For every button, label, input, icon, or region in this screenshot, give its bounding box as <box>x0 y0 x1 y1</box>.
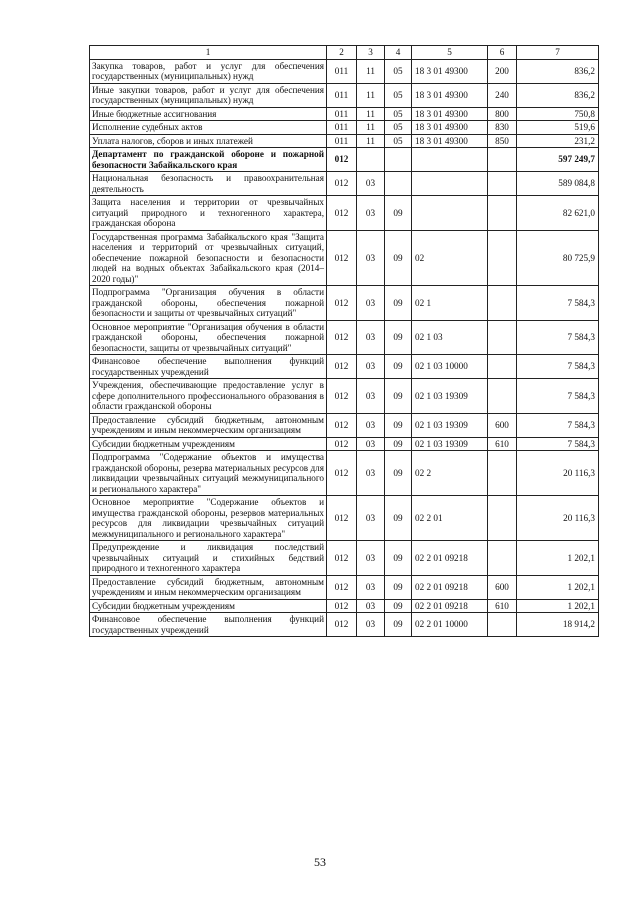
target-article-cell: 02 1 03 19309 <box>412 437 488 451</box>
expense-type-cell: 600 <box>488 575 517 599</box>
subsection-code-cell: 09 <box>385 355 412 379</box>
target-article-cell: 18 3 01 49300 <box>412 134 488 148</box>
subsection-code-cell: 09 <box>385 320 412 355</box>
target-article-cell: 02 2 01 09218 <box>412 541 488 576</box>
table-row <box>90 437 599 451</box>
header-cell-1: 1 <box>90 46 327 60</box>
admin-code-cell: 012 <box>327 451 357 496</box>
section-code-cell: 03 <box>357 172 385 196</box>
admin-code-cell: 011 <box>327 134 357 148</box>
target-article-cell <box>412 196 488 231</box>
amount-cell: 1 202,1 <box>517 575 599 599</box>
row-name-cell: Финансовое обеспечение выполнения функций государственных учреждений <box>90 355 327 379</box>
subsection-code-cell: 09 <box>385 413 412 437</box>
row-name-cell: Субсидии бюджетным учреждениям <box>90 437 327 451</box>
admin-code-cell: 012 <box>327 196 357 231</box>
expense-type-cell <box>488 320 517 355</box>
admin-code-cell: 011 <box>327 83 357 107</box>
subsection-code-cell <box>385 172 412 196</box>
row-name-cell: Государственная программа Забайкальского края "Защита населения и территорий от чрезвычайных ситуаций, обеспечение пожарной безопасности и безопасности людей на водных объектах Забайкальского края (2014–2020 годы)" <box>90 230 327 286</box>
section-code-cell: 03 <box>357 541 385 576</box>
row-name-cell: Национальная безопасность и правоохранительная деятельность <box>90 172 327 196</box>
table-row <box>90 599 599 613</box>
admin-code-cell: 012 <box>327 437 357 451</box>
subsection-code-cell: 05 <box>385 107 412 121</box>
amount-cell: 589 084,8 <box>517 172 599 196</box>
row-name-cell: Предоставление субсидий бюджетным, автономным учреждениям и иным некоммерческим организациям <box>90 575 327 599</box>
row-name-cell: Финансовое обеспечение выполнения функций государственных учреждений <box>90 613 327 637</box>
subsection-code-cell: 09 <box>385 541 412 576</box>
amount-cell: 7 584,3 <box>517 437 599 451</box>
table-row <box>90 107 599 121</box>
row-name-cell: Субсидии бюджетным учреждениям <box>90 599 327 613</box>
table-row <box>90 541 599 576</box>
expense-type-cell: 800 <box>488 107 517 121</box>
subsection-code-cell: 09 <box>385 286 412 321</box>
row-name-cell: Предупреждение и ликвидация последствий чрезвычайных ситуаций и стихийных бедствий природного и техногенного характера <box>90 541 327 576</box>
section-code-cell: 03 <box>357 320 385 355</box>
target-article-cell: 02 1 03 10000 <box>412 355 488 379</box>
page-number: 53 <box>314 855 326 869</box>
target-article-cell: 18 3 01 49300 <box>412 107 488 121</box>
target-article-cell: 02 2 <box>412 451 488 496</box>
expense-type-cell: 610 <box>488 599 517 613</box>
amount-cell: 82 621,0 <box>517 196 599 231</box>
expense-type-cell: 610 <box>488 437 517 451</box>
admin-code-cell: 012 <box>327 599 357 613</box>
subsection-code-cell: 05 <box>385 134 412 148</box>
table-row <box>90 121 599 135</box>
section-code-cell: 03 <box>357 496 385 541</box>
row-name-cell: Департамент по гражданской обороне и пожарной безопасности Забайкальского края <box>90 148 327 172</box>
table-row <box>90 320 599 355</box>
subsection-code-cell: 05 <box>385 83 412 107</box>
section-code-cell: 11 <box>357 121 385 135</box>
table-row <box>90 613 599 637</box>
subsection-code-cell: 09 <box>385 575 412 599</box>
subsection-code-cell: 09 <box>385 496 412 541</box>
target-article-cell: 02 1 <box>412 286 488 321</box>
target-article-cell: 18 3 01 49300 <box>412 121 488 135</box>
table-body <box>90 46 599 637</box>
admin-code-cell: 012 <box>327 379 357 414</box>
amount-cell: 597 249,7 <box>517 148 599 172</box>
row-name-cell: Исполнение судебных актов <box>90 121 327 135</box>
subsection-code-cell: 09 <box>385 230 412 286</box>
expense-type-cell: 240 <box>488 83 517 107</box>
header-cell-7: 7 <box>517 46 599 60</box>
admin-code-cell: 012 <box>327 413 357 437</box>
section-code-cell <box>357 148 385 172</box>
table-row <box>90 575 599 599</box>
amount-cell: 7 584,3 <box>517 286 599 321</box>
section-code-cell: 11 <box>357 59 385 83</box>
expense-type-cell <box>488 230 517 286</box>
subsection-code-cell: 05 <box>385 59 412 83</box>
row-name-cell: Иные бюджетные ассигнования <box>90 107 327 121</box>
row-name-cell: Защита населения и территории от чрезвычайных ситуаций природного и техногенного характера, гражданская оборона <box>90 196 327 231</box>
admin-code-cell: 012 <box>327 148 357 172</box>
subsection-code-cell <box>385 148 412 172</box>
expense-type-cell <box>488 613 517 637</box>
admin-code-cell: 012 <box>327 286 357 321</box>
target-article-cell: 02 2 01 <box>412 496 488 541</box>
amount-cell: 7 584,3 <box>517 320 599 355</box>
target-article-cell: 02 2 01 09218 <box>412 599 488 613</box>
admin-code-cell: 012 <box>327 575 357 599</box>
row-name-cell: Подпрограмма "Организация обучения в области гражданской обороны, обеспечения пожарной безопасности и защиты от чрезвычайных ситуаций" <box>90 286 327 321</box>
amount-cell: 750,8 <box>517 107 599 121</box>
table-row <box>90 172 599 196</box>
subsection-code-cell: 09 <box>385 437 412 451</box>
expense-type-cell: 200 <box>488 59 517 83</box>
table-row <box>90 196 599 231</box>
amount-cell: 20 116,3 <box>517 451 599 496</box>
target-article-cell: 02 2 01 09218 <box>412 575 488 599</box>
target-article-cell: 18 3 01 49300 <box>412 83 488 107</box>
expense-type-cell <box>488 451 517 496</box>
amount-cell: 7 584,3 <box>517 413 599 437</box>
section-code-cell: 03 <box>357 575 385 599</box>
expense-type-cell <box>488 286 517 321</box>
table-row <box>90 148 599 172</box>
subsection-code-cell: 09 <box>385 451 412 496</box>
table-row <box>90 379 599 414</box>
admin-code-cell: 012 <box>327 613 357 637</box>
admin-code-cell: 011 <box>327 59 357 83</box>
section-code-cell: 11 <box>357 107 385 121</box>
section-code-cell: 03 <box>357 451 385 496</box>
subsection-code-cell: 09 <box>385 599 412 613</box>
header-row <box>90 46 599 60</box>
table-row <box>90 286 599 321</box>
row-name-cell: Уплата налогов, сборов и иных платежей <box>90 134 327 148</box>
admin-code-cell: 011 <box>327 121 357 135</box>
budget-table <box>89 45 599 637</box>
row-name-cell: Основное мероприятие "Организация обучения в области гражданской обороны, обеспечения пожарной безопасности, защиты от чрезвычайных ситуаций" <box>90 320 327 355</box>
admin-code-cell: 012 <box>327 320 357 355</box>
target-article-cell: 02 <box>412 230 488 286</box>
table-row <box>90 83 599 107</box>
amount-cell: 80 725,9 <box>517 230 599 286</box>
admin-code-cell: 012 <box>327 230 357 286</box>
target-article-cell: 02 1 03 19309 <box>412 413 488 437</box>
amount-cell: 519,6 <box>517 121 599 135</box>
target-article-cell: 02 1 03 <box>412 320 488 355</box>
target-article-cell <box>412 148 488 172</box>
expense-type-cell <box>488 541 517 576</box>
expense-type-cell: 600 <box>488 413 517 437</box>
table-row <box>90 230 599 286</box>
row-name-cell: Предоставление субсидий бюджетным, автономным учреждениям и иным некоммерческим организациям <box>90 413 327 437</box>
amount-cell: 231,2 <box>517 134 599 148</box>
target-article-cell: 02 1 03 19309 <box>412 379 488 414</box>
subsection-code-cell: 09 <box>385 379 412 414</box>
table-row <box>90 59 599 83</box>
row-name-cell: Иные закупки товаров, работ и услуг для обеспечения государственных (муниципальных) нужд <box>90 83 327 107</box>
section-code-cell: 03 <box>357 355 385 379</box>
expense-type-cell <box>488 379 517 414</box>
section-code-cell: 03 <box>357 437 385 451</box>
expense-type-cell <box>488 148 517 172</box>
header-cell-2: 2 <box>327 46 357 60</box>
section-code-cell: 11 <box>357 134 385 148</box>
row-name-cell: Основное мероприятие "Содержание объектов и имущества гражданской обороны, резервов материальных ресурсов для ликвидации чрезвычайных ситуаций межмуниципального и регионального характера" <box>90 496 327 541</box>
header-cell-5: 5 <box>412 46 488 60</box>
admin-code-cell: 012 <box>327 355 357 379</box>
section-code-cell: 03 <box>357 599 385 613</box>
section-code-cell: 03 <box>357 413 385 437</box>
header-cell-4: 4 <box>385 46 412 60</box>
amount-cell: 18 914,2 <box>517 613 599 637</box>
row-name-cell: Учреждения, обеспечивающие предоставление услуг в сфере дополнительного профессионального образования в области гражданской обороны <box>90 379 327 414</box>
target-article-cell <box>412 172 488 196</box>
section-code-cell: 03 <box>357 613 385 637</box>
table-row <box>90 355 599 379</box>
section-code-cell: 03 <box>357 286 385 321</box>
subsection-code-cell: 05 <box>385 121 412 135</box>
amount-cell: 7 584,3 <box>517 355 599 379</box>
expense-type-cell: 830 <box>488 121 517 135</box>
amount-cell: 836,2 <box>517 83 599 107</box>
subsection-code-cell: 09 <box>385 196 412 231</box>
amount-cell: 20 116,3 <box>517 496 599 541</box>
header-cell-6: 6 <box>488 46 517 60</box>
admin-code-cell: 012 <box>327 172 357 196</box>
expense-type-cell <box>488 355 517 379</box>
table-row <box>90 134 599 148</box>
target-article-cell: 02 2 01 10000 <box>412 613 488 637</box>
amount-cell: 1 202,1 <box>517 599 599 613</box>
expense-type-cell: 850 <box>488 134 517 148</box>
table-row <box>90 496 599 541</box>
admin-code-cell: 011 <box>327 107 357 121</box>
amount-cell: 7 584,3 <box>517 379 599 414</box>
section-code-cell: 03 <box>357 230 385 286</box>
section-code-cell: 11 <box>357 83 385 107</box>
subsection-code-cell: 09 <box>385 613 412 637</box>
target-article-cell: 18 3 01 49300 <box>412 59 488 83</box>
row-name-cell: Подпрограмма "Содержание объектов и имущества гражданской обороны, резерва материальных ресурсов для ликвидации чрезвычайных ситуаций межмуниципального и регионального характера" <box>90 451 327 496</box>
amount-cell: 1 202,1 <box>517 541 599 576</box>
table-row <box>90 413 599 437</box>
admin-code-cell: 012 <box>327 496 357 541</box>
header-cell-3: 3 <box>357 46 385 60</box>
expense-type-cell <box>488 196 517 231</box>
amount-cell: 836,2 <box>517 59 599 83</box>
section-code-cell: 03 <box>357 196 385 231</box>
expense-type-cell <box>488 172 517 196</box>
table-row <box>90 451 599 496</box>
admin-code-cell: 012 <box>327 541 357 576</box>
row-name-cell: Закупка товаров, работ и услуг для обеспечения государственных (муниципальных) нужд <box>90 59 327 83</box>
section-code-cell: 03 <box>357 379 385 414</box>
expense-type-cell <box>488 496 517 541</box>
